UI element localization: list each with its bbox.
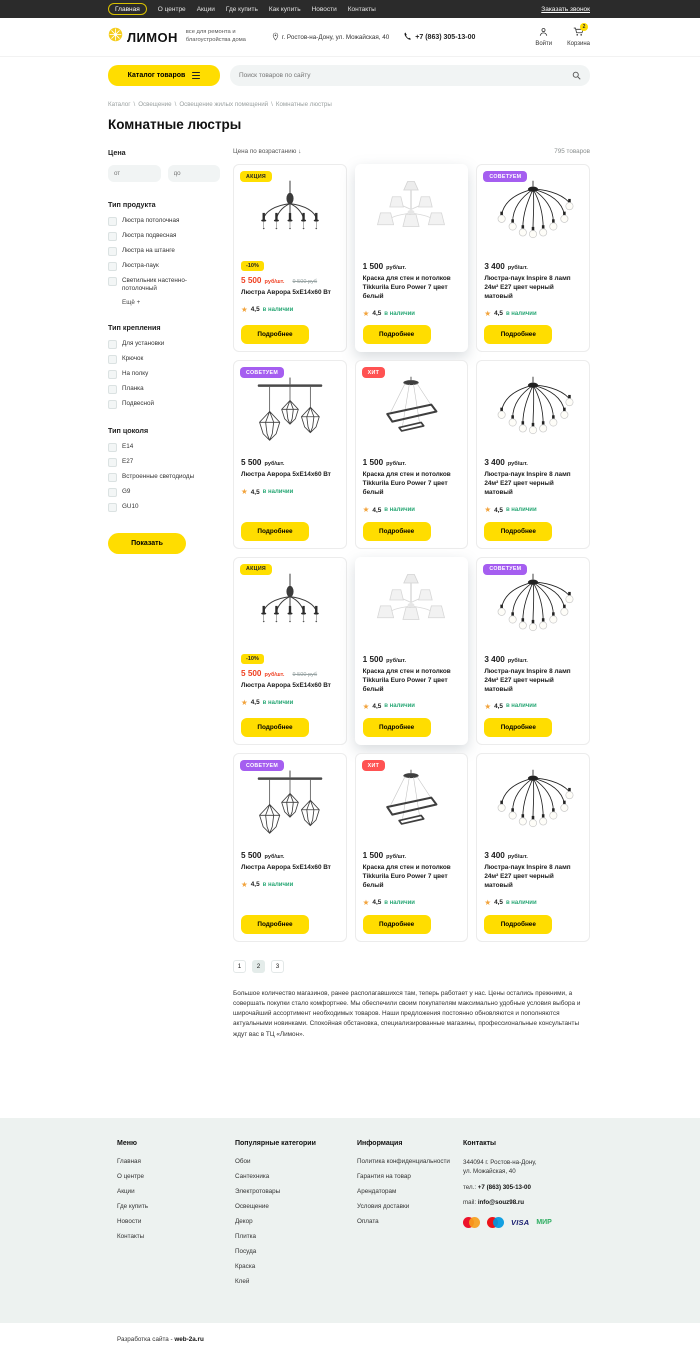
stock-status: в наличии	[262, 306, 294, 313]
filter-option-label: G9	[122, 488, 131, 496]
price-row	[484, 458, 582, 467]
product-badge: СОВЕТУЕМ	[240, 367, 284, 378]
footer-link[interactable]: Электротовары	[235, 1187, 281, 1195]
header	[0, 18, 700, 57]
details-button[interactable]: Подробнее	[484, 915, 552, 934]
price-unit: руб/шт.	[507, 854, 528, 861]
footer-link[interactable]: Декор	[235, 1217, 253, 1225]
filter-option-label: Люстра подвесная	[122, 232, 177, 239]
footer-link[interactable]: Главная	[117, 1157, 141, 1165]
product-price: 5 500	[241, 668, 262, 678]
product-rating	[241, 488, 339, 496]
checkbox[interactable]	[108, 262, 117, 271]
topbar-item[interactable]: Как купить	[268, 5, 301, 13]
filter-option[interactable]	[108, 232, 220, 241]
lemon-logo-icon	[108, 27, 123, 47]
filter-option-label: Планка	[122, 385, 144, 393]
person-icon	[539, 27, 548, 39]
phone-icon	[403, 32, 412, 43]
filter-option[interactable]	[108, 458, 220, 467]
catalog-button-label: Каталог товаров	[127, 72, 186, 79]
price-unit: руб/шт.	[264, 461, 285, 468]
star-icon: ★	[484, 701, 492, 711]
product-price: 1 500	[362, 851, 384, 861]
star-icon: ★	[362, 308, 370, 318]
checkbox[interactable]	[108, 385, 117, 394]
product-card[interactable]	[476, 753, 590, 941]
price-unit: руб/шт.	[507, 461, 528, 468]
product-price: 3 400	[484, 851, 505, 861]
topbar-item[interactable]: Новости	[311, 5, 337, 13]
footer-columns-slot-3	[357, 1140, 463, 1293]
filter-option[interactable]	[108, 443, 220, 452]
price-to-input[interactable]	[174, 170, 215, 177]
price-row	[241, 851, 339, 860]
breadcrumb-item[interactable]: Комнатные люстры	[275, 101, 332, 108]
copyright: Разработка сайта - web-2a.ru	[117, 1335, 204, 1343]
rating-value: 4,5	[494, 899, 503, 907]
product-price: 3 400	[484, 654, 505, 664]
rating-value: 4,5	[372, 506, 382, 514]
header-actions	[535, 24, 590, 47]
sort-arrow-icon: ↓	[298, 148, 302, 155]
product-badge: СОВЕТУЕМ	[240, 760, 284, 771]
product-card[interactable]	[233, 360, 347, 548]
price-filter-title: Цена	[108, 148, 126, 157]
hamburger-icon	[192, 72, 200, 79]
filter-option-label: E27	[122, 458, 134, 466]
price-unit: руб/шт.	[507, 657, 528, 664]
product-image	[484, 770, 582, 846]
product-grid	[233, 164, 590, 942]
footer-link[interactable]: Освещение	[235, 1202, 269, 1210]
search-bar	[0, 57, 700, 96]
price-unit: руб/шт.	[386, 657, 407, 664]
footer-link[interactable]: Плитка	[235, 1232, 256, 1240]
page-button[interactable]: 3	[271, 960, 284, 973]
footer-columns-slot-2	[235, 1140, 357, 1293]
star-icon: ★	[484, 505, 492, 515]
price-unit: руб/шт.	[386, 854, 407, 861]
details-button[interactable]: Подробнее	[241, 915, 309, 934]
filter-option[interactable]	[108, 488, 220, 497]
filter-option-label: E14	[122, 443, 134, 451]
product-image	[363, 770, 461, 846]
footer-contacts	[463, 1140, 600, 1293]
topbar-item[interactable]: Главная	[108, 3, 147, 15]
footer-link[interactable]: Оплата	[357, 1217, 379, 1225]
footer-columns-slot-1	[117, 1140, 235, 1293]
logo-text: ЛИМОН	[127, 29, 178, 45]
star-icon: ★	[241, 304, 248, 314]
price-unit: руб/шт.	[386, 265, 407, 271]
filter-option-label: Люстра-паук	[122, 262, 159, 269]
price-row	[484, 655, 582, 664]
topbar-item[interactable]: О центре	[157, 5, 186, 13]
product-card[interactable]	[233, 557, 347, 745]
filter-option[interactable]	[108, 473, 220, 482]
star-icon: ★	[241, 487, 248, 497]
filter-option-label: Люстра на штанге	[122, 247, 175, 254]
product-title: Люстра-паук Inspire 8 ламп 24м² E27 цвет черный матовый	[484, 667, 571, 693]
filter-option-label: GU10	[122, 503, 139, 511]
footer-link[interactable]: Акции	[117, 1187, 135, 1195]
product-title: Краска для стен и потолков Tikkurila Euro Power 7 цвет белый	[362, 275, 451, 300]
checkbox[interactable]	[108, 400, 117, 409]
checkbox[interactable]	[108, 232, 117, 241]
footer-contacts-title: Контакты	[463, 1139, 497, 1147]
stock-status: в наличии	[384, 507, 415, 514]
old-price: 9 500 руб	[292, 671, 318, 678]
footer-link[interactable]: Клей	[235, 1277, 250, 1285]
cart-icon	[573, 24, 586, 39]
checkbox[interactable]	[108, 458, 117, 467]
product-card[interactable]	[476, 360, 590, 548]
footer-link[interactable]: Условия доставки	[357, 1202, 410, 1210]
price-row	[363, 655, 461, 664]
header-phone[interactable]: +7 (863) 305-13-00	[403, 32, 475, 43]
cart-button[interactable]	[567, 24, 590, 47]
sort-toolbar	[233, 148, 590, 155]
rating-value: 4,5	[250, 488, 260, 496]
stock-status: в наличии	[505, 703, 537, 710]
filter-group	[108, 200, 220, 306]
price-row	[363, 458, 461, 467]
product-rating	[363, 703, 461, 711]
filter-group	[108, 426, 220, 512]
product-badge: СОВЕТУЕМ	[483, 564, 527, 575]
product-image	[363, 574, 461, 650]
details-button[interactable]: Подробнее	[363, 522, 431, 541]
star-icon: ★	[362, 898, 370, 908]
footer-link[interactable]: Где купить	[117, 1202, 148, 1210]
product-rating	[363, 506, 461, 514]
details-button[interactable]: Подробнее	[241, 522, 309, 541]
price-row	[363, 262, 461, 271]
product-price: 5 500	[241, 851, 262, 861]
product-badge: ХИТ	[362, 367, 385, 378]
product-title: Люстра-паук Inspire 8 ламп 24м² E27 цвет черный матовый	[484, 471, 571, 497]
tagline: все для ремонта и благоустройства дома	[185, 29, 246, 43]
filter-group-title: Тип крепления	[108, 323, 161, 333]
price-row	[484, 851, 582, 860]
stock-status: в наличии	[262, 699, 294, 706]
visa-icon: VISA	[511, 1218, 530, 1228]
product-card[interactable]	[233, 753, 347, 941]
topbar-item[interactable]: Контакты	[347, 5, 376, 13]
maestro-icon	[487, 1217, 504, 1228]
star-icon: ★	[362, 701, 370, 711]
product-count: 795 товаров	[554, 148, 590, 155]
stock-status: в наличии	[505, 310, 537, 317]
product-title: Краска для стен и потолков Tikkurila Euro Power 7 цвет белый	[362, 864, 451, 890]
rating-value: 4,5	[250, 881, 260, 889]
checkbox[interactable]	[108, 370, 117, 379]
filter-option[interactable]	[108, 370, 220, 379]
rating-value: 4,5	[372, 899, 382, 907]
search-icon[interactable]	[572, 67, 581, 85]
callback-link[interactable]: Заказать звонок	[541, 5, 590, 13]
filter-option-label: Встроенные светодиоды	[122, 473, 195, 481]
filter-option[interactable]	[108, 247, 220, 256]
checkbox[interactable]	[108, 503, 117, 512]
product-card[interactable]	[233, 164, 347, 352]
rating-value: 4,5	[372, 702, 382, 710]
product-title: Люстра Аврора 5хЕ14х60 Вт	[241, 289, 331, 296]
filter-option[interactable]	[108, 340, 220, 349]
rating-value: 4,5	[250, 306, 260, 314]
price-unit: руб/шт.	[264, 854, 285, 861]
filter-option-label: Крючок	[122, 355, 144, 363]
login-label: Войти	[535, 41, 553, 47]
footer-link[interactable]: Политика конфиденциальности	[357, 1157, 450, 1165]
filter-option-label: Светильник настенно-потолочный	[122, 277, 187, 293]
filter-option-label: На полку	[122, 370, 149, 378]
star-icon: ★	[484, 898, 492, 908]
product-image	[363, 181, 461, 257]
details-button[interactable]: Подробнее	[363, 325, 431, 344]
checkbox[interactable]	[108, 473, 117, 482]
sort-control[interactable]	[233, 148, 301, 155]
catalog-button[interactable]	[108, 65, 220, 86]
topbar-item[interactable]: Акции	[196, 5, 215, 13]
filter-sidebar	[108, 148, 220, 554]
product-title: Люстра-паук Inspire 8 ламп 24м² E27 цвет черный матовый	[484, 275, 571, 300]
star-icon: ★	[362, 505, 370, 515]
filter-more-link[interactable]: Ещё +	[122, 299, 141, 307]
details-button[interactable]: Подробнее	[241, 718, 309, 737]
page-title: Комнатные люстры	[108, 117, 242, 132]
product-price: 1 500	[362, 458, 384, 468]
footer-link[interactable]: Гарантия на товар	[357, 1172, 411, 1180]
price-row	[363, 851, 461, 860]
price-unit: руб/шт.	[507, 265, 528, 271]
product-rating	[241, 306, 339, 314]
details-button[interactable]: Подробнее	[484, 522, 552, 541]
breadcrumb	[108, 101, 590, 108]
search-input[interactable]	[239, 72, 572, 79]
footer-email[interactable]: mail: info@souz98.ru	[463, 1199, 525, 1207]
footer-column-title: Информация	[357, 1139, 403, 1147]
product-title: Люстра Аврора 5хЕ14х60 Вт	[241, 471, 331, 479]
page-button[interactable]: 1	[233, 960, 246, 973]
filter-group	[108, 323, 220, 409]
footer-link[interactable]: Арендаторам	[357, 1187, 397, 1195]
seo-text: Большое количество магазинов, ранее располагавшихся там, теперь работает у нас. Цены остались прежними, а совершать покупки стало комфортнее. Мы обеспечили своим покупателям максимально удобные условия выбора и широчайший ассортимент необходимых товаров. Наши предложения постоянно обновляются и пополняются актуальными новинками. Спокойная обстановка, специализированные магазины, профессиональные консультанты ждут вас в ТЦ «Лимон».	[233, 989, 581, 1038]
details-button[interactable]: Подробнее	[241, 325, 309, 344]
breadcrumb-item[interactable]: Освещение	[138, 101, 172, 108]
details-button[interactable]: Подробнее	[363, 718, 431, 737]
breadcrumb-separator: \	[133, 101, 136, 108]
footer-link[interactable]: Контакты	[117, 1232, 145, 1240]
mastercard-icon	[463, 1217, 480, 1228]
breadcrumb-item[interactable]: Каталог	[108, 101, 131, 108]
product-rating	[484, 310, 582, 318]
developer-link[interactable]: web-2a.ru	[174, 1335, 204, 1343]
stock-status: в наличии	[505, 899, 537, 906]
product-card[interactable]	[476, 164, 590, 352]
footer-column-title: Популярные категории	[235, 1139, 316, 1147]
topbar-item[interactable]: Где купить	[225, 5, 258, 13]
stock-status: в наличии	[262, 881, 294, 888]
topbar	[0, 0, 700, 18]
product-rating	[484, 703, 582, 711]
cart-label: Корзина	[567, 41, 590, 47]
logo[interactable]	[108, 27, 178, 47]
product-rating	[241, 699, 339, 707]
old-price: 9 500 руб	[292, 279, 318, 285]
product-rating	[363, 899, 461, 907]
product-price: 3 400	[484, 458, 505, 468]
product-badge: АКЦИЯ	[240, 564, 272, 575]
details-button[interactable]: Подробнее	[484, 325, 552, 344]
price-range	[108, 165, 220, 182]
product-price: 1 500	[362, 262, 384, 271]
rating-value: 4,5	[372, 310, 382, 318]
details-button[interactable]: Подробнее	[363, 915, 431, 934]
filter-group-title: Тип продукта	[108, 200, 156, 209]
checkbox[interactable]	[108, 488, 117, 497]
details-button[interactable]: Подробнее	[484, 718, 552, 737]
product-badge: СОВЕТУЕМ	[483, 171, 527, 182]
breadcrumb-item[interactable]: Освещение жилых помещений	[179, 101, 269, 108]
rating-value: 4,5	[494, 702, 503, 710]
product-image	[484, 181, 582, 257]
product-title: Краска для стен и потолков Tikkurila Euro Power 7 цвет белый	[362, 471, 451, 497]
footer-column-title: Меню	[117, 1139, 137, 1147]
stock-status: в наличии	[384, 899, 415, 906]
discount-badge: -10%	[241, 654, 264, 664]
product-price: 3 400	[484, 262, 505, 271]
product-rating	[484, 506, 582, 514]
page-button[interactable]: 2	[252, 960, 265, 973]
checkbox[interactable]	[108, 443, 117, 452]
location-pin-icon	[272, 32, 279, 43]
price-unit: руб/шт.	[386, 461, 407, 468]
product-card[interactable]	[355, 164, 469, 352]
mir-icon: МИР	[536, 1219, 552, 1227]
product-badge: АКЦИЯ	[240, 171, 272, 182]
product-image	[363, 377, 461, 453]
breadcrumb-separator: \	[271, 101, 273, 108]
filter-option[interactable]	[108, 385, 220, 394]
product-rating	[241, 881, 339, 889]
product-badge: ХИТ	[362, 760, 385, 771]
filter-option-label: Для установки	[122, 340, 165, 348]
rating-value: 4,5	[494, 310, 503, 318]
stock-status: в наличии	[505, 507, 537, 514]
footer-link[interactable]: О центре	[117, 1172, 145, 1180]
product-title: Люстра Аврора 5хЕ14х60 Вт	[241, 681, 331, 689]
filter-group-title: Тип цоколя	[108, 426, 149, 436]
filter-groups	[108, 200, 220, 512]
rating-value: 4,5	[494, 506, 503, 514]
product-title: Люстра Аврора 5хЕ14х60 Вт	[241, 864, 331, 872]
filter-option-label: Подвесной	[122, 400, 154, 408]
product-image	[241, 770, 339, 846]
price-unit: руб/шт.	[264, 671, 285, 678]
checkbox[interactable]	[108, 247, 117, 256]
sort-label: Цена по возрастанию	[233, 148, 297, 155]
payment-methods	[463, 1217, 600, 1228]
footer-link[interactable]: Посуда	[235, 1247, 257, 1255]
product-image	[241, 181, 339, 257]
footer-link[interactable]: Сантехника	[235, 1172, 270, 1180]
footer-link[interactable]: Обои	[235, 1157, 251, 1165]
footer	[0, 1118, 700, 1323]
stock-status: в наличии	[262, 489, 294, 496]
header-address: г. Ростов-на-Дону, ул. Можайская, 40	[272, 32, 389, 43]
search-box	[230, 65, 590, 86]
stock-status: в наличии	[384, 310, 415, 317]
price-row	[241, 276, 339, 285]
discount-badge: -10%	[241, 261, 264, 271]
product-title: Люстра-паук Inspire 8 ламп 24м² E27 цвет черный матовый	[484, 864, 571, 890]
login-button[interactable]	[535, 27, 552, 47]
star-icon: ★	[484, 308, 492, 318]
product-title: Краска для стен и потолков Tikkurila Euro Power 7 цвет белый	[362, 667, 451, 693]
checkbox[interactable]	[108, 355, 117, 364]
product-area	[233, 148, 590, 1060]
rating-value: 4,5	[250, 699, 260, 707]
price-row	[241, 458, 339, 467]
product-image	[241, 377, 339, 453]
product-price: 5 500	[241, 276, 262, 285]
product-card[interactable]	[355, 360, 469, 548]
footer-address: 344094 г. Ростов-на-Дону, ул. Можайская, 40	[463, 1158, 537, 1176]
pagination	[233, 960, 590, 973]
filter-option[interactable]	[108, 217, 220, 226]
star-icon: ★	[241, 880, 248, 890]
checkbox[interactable]	[108, 277, 117, 286]
product-rating	[484, 899, 582, 907]
checkbox[interactable]	[108, 217, 117, 226]
product-card[interactable]	[476, 557, 590, 745]
product-card[interactable]	[355, 557, 469, 745]
footer-link[interactable]: Новости	[117, 1217, 142, 1225]
product-card[interactable]	[355, 753, 469, 941]
breadcrumb-separator: \	[174, 101, 177, 108]
cart-count-badge: 2	[580, 23, 588, 31]
filter-option[interactable]	[108, 277, 220, 293]
footer-link[interactable]: Краска	[235, 1262, 256, 1270]
product-image	[484, 574, 582, 650]
product-image	[241, 574, 339, 650]
footer-phone[interactable]: тел.: +7 (863) 305-13-00	[463, 1184, 531, 1192]
product-image	[484, 377, 582, 453]
filter-option[interactable]	[108, 355, 220, 364]
product-rating	[363, 310, 461, 318]
filter-option-label: Люстра потолочная	[122, 217, 180, 224]
checkbox[interactable]	[108, 340, 117, 349]
price-from-input[interactable]	[114, 170, 155, 177]
content	[0, 101, 700, 1060]
price-unit: руб/шт.	[264, 279, 285, 285]
product-price: 1 500	[362, 654, 384, 664]
price-row	[484, 262, 582, 271]
topbar-nav	[108, 3, 376, 15]
price-row	[241, 669, 339, 678]
filter-option[interactable]	[108, 400, 220, 409]
apply-filters-button[interactable]: Показать	[108, 533, 186, 554]
stock-status: в наличии	[384, 703, 415, 710]
filter-option[interactable]	[108, 262, 220, 271]
filter-option[interactable]	[108, 503, 220, 512]
product-price: 5 500	[241, 458, 262, 468]
star-icon: ★	[241, 697, 248, 707]
